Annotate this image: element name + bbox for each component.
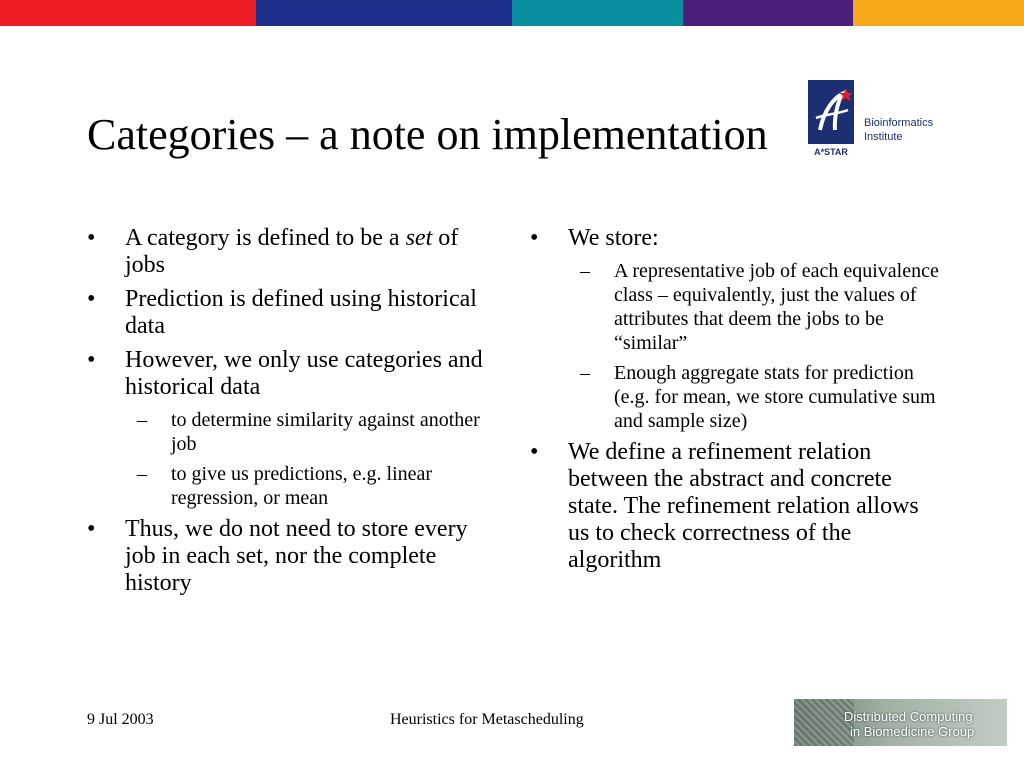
sub-bullet-dash: – [137,463,147,485]
bullet-text-pre: A category is defined to be a [125,225,406,251]
astar-mark-icon [808,80,854,158]
sub-bullet-text: A representative job of each equivalence class – equivalently, just the values of attributes that deem the jobs to be “similar” [614,260,939,354]
bullet-text: We store: [568,225,659,251]
right-column [530,225,940,581]
astar-logo [808,80,948,160]
sub-bullet-dash: – [580,260,590,282]
bullet-text: However, we only use categories and historical data [125,347,483,400]
sub-bullet-predictions [87,462,497,510]
bullet-however [87,347,497,401]
slide-title: Categories – a note on implementation [87,110,768,159]
sub-bullet-dash: – [580,362,590,384]
bullet-dot: • [87,286,96,312]
institute-line-2: Institute [864,131,903,143]
bullet-thus [87,516,497,597]
bullet-category-set [87,225,497,279]
sub-bullet-representative [530,259,940,355]
banner-line-1: Distributed Computing [844,709,973,724]
footer-title: Heuristics for Metascheduling [390,711,584,728]
bullet-text: We define a refinement relation between the abstract and concrete state. The refinement relation allows us to check correctness of the algorithm [568,439,919,573]
bullet-dot: • [87,516,96,542]
sub-bullet-text: to determine similarity against another job [171,409,480,455]
bullet-text: Prediction is defined using historical data [125,286,477,339]
bullet-dot: • [530,439,539,465]
stripe-blue [256,0,512,26]
bullet-text-post: of jobs [125,225,459,278]
sub-bullet-text: to give us predictions, e.g. linear regression, or mean [171,463,433,509]
banner-line-2: in Biomedicine Group [850,724,975,739]
stripe-orange [853,0,1024,26]
sub-bullet-dash: – [137,409,147,431]
bullet-text: Thus, we do not need to store every job in each set, nor the complete history [125,516,468,596]
banner-text [844,709,974,739]
stripe-red [0,0,256,26]
sub-bullet-aggregate [530,361,940,433]
institute-line-1: Bioinformatics [864,117,934,129]
bullet-dot: • [530,225,539,251]
sub-bullet-text: Enough aggregate stats for prediction (e.g. for mean, we store cumulative sum and sample size) [614,362,936,432]
institute-name [864,116,933,144]
left-column [87,225,497,604]
sub-bullet-similarity [87,408,497,456]
bullet-prediction [87,286,497,340]
bullet-refinement [530,439,940,574]
astar-mark-text: A*STAR [814,147,848,157]
stripe-purple [683,0,853,26]
bullet-dot: • [87,225,96,251]
stripe-teal [512,0,683,26]
color-stripe [0,0,1024,26]
bullet-dot: • [87,347,96,373]
bullet-we-store [530,225,940,252]
group-banner [794,699,1007,746]
bullet-text-em: set [405,225,433,251]
footer-date: 9 Jul 2003 [87,711,154,728]
